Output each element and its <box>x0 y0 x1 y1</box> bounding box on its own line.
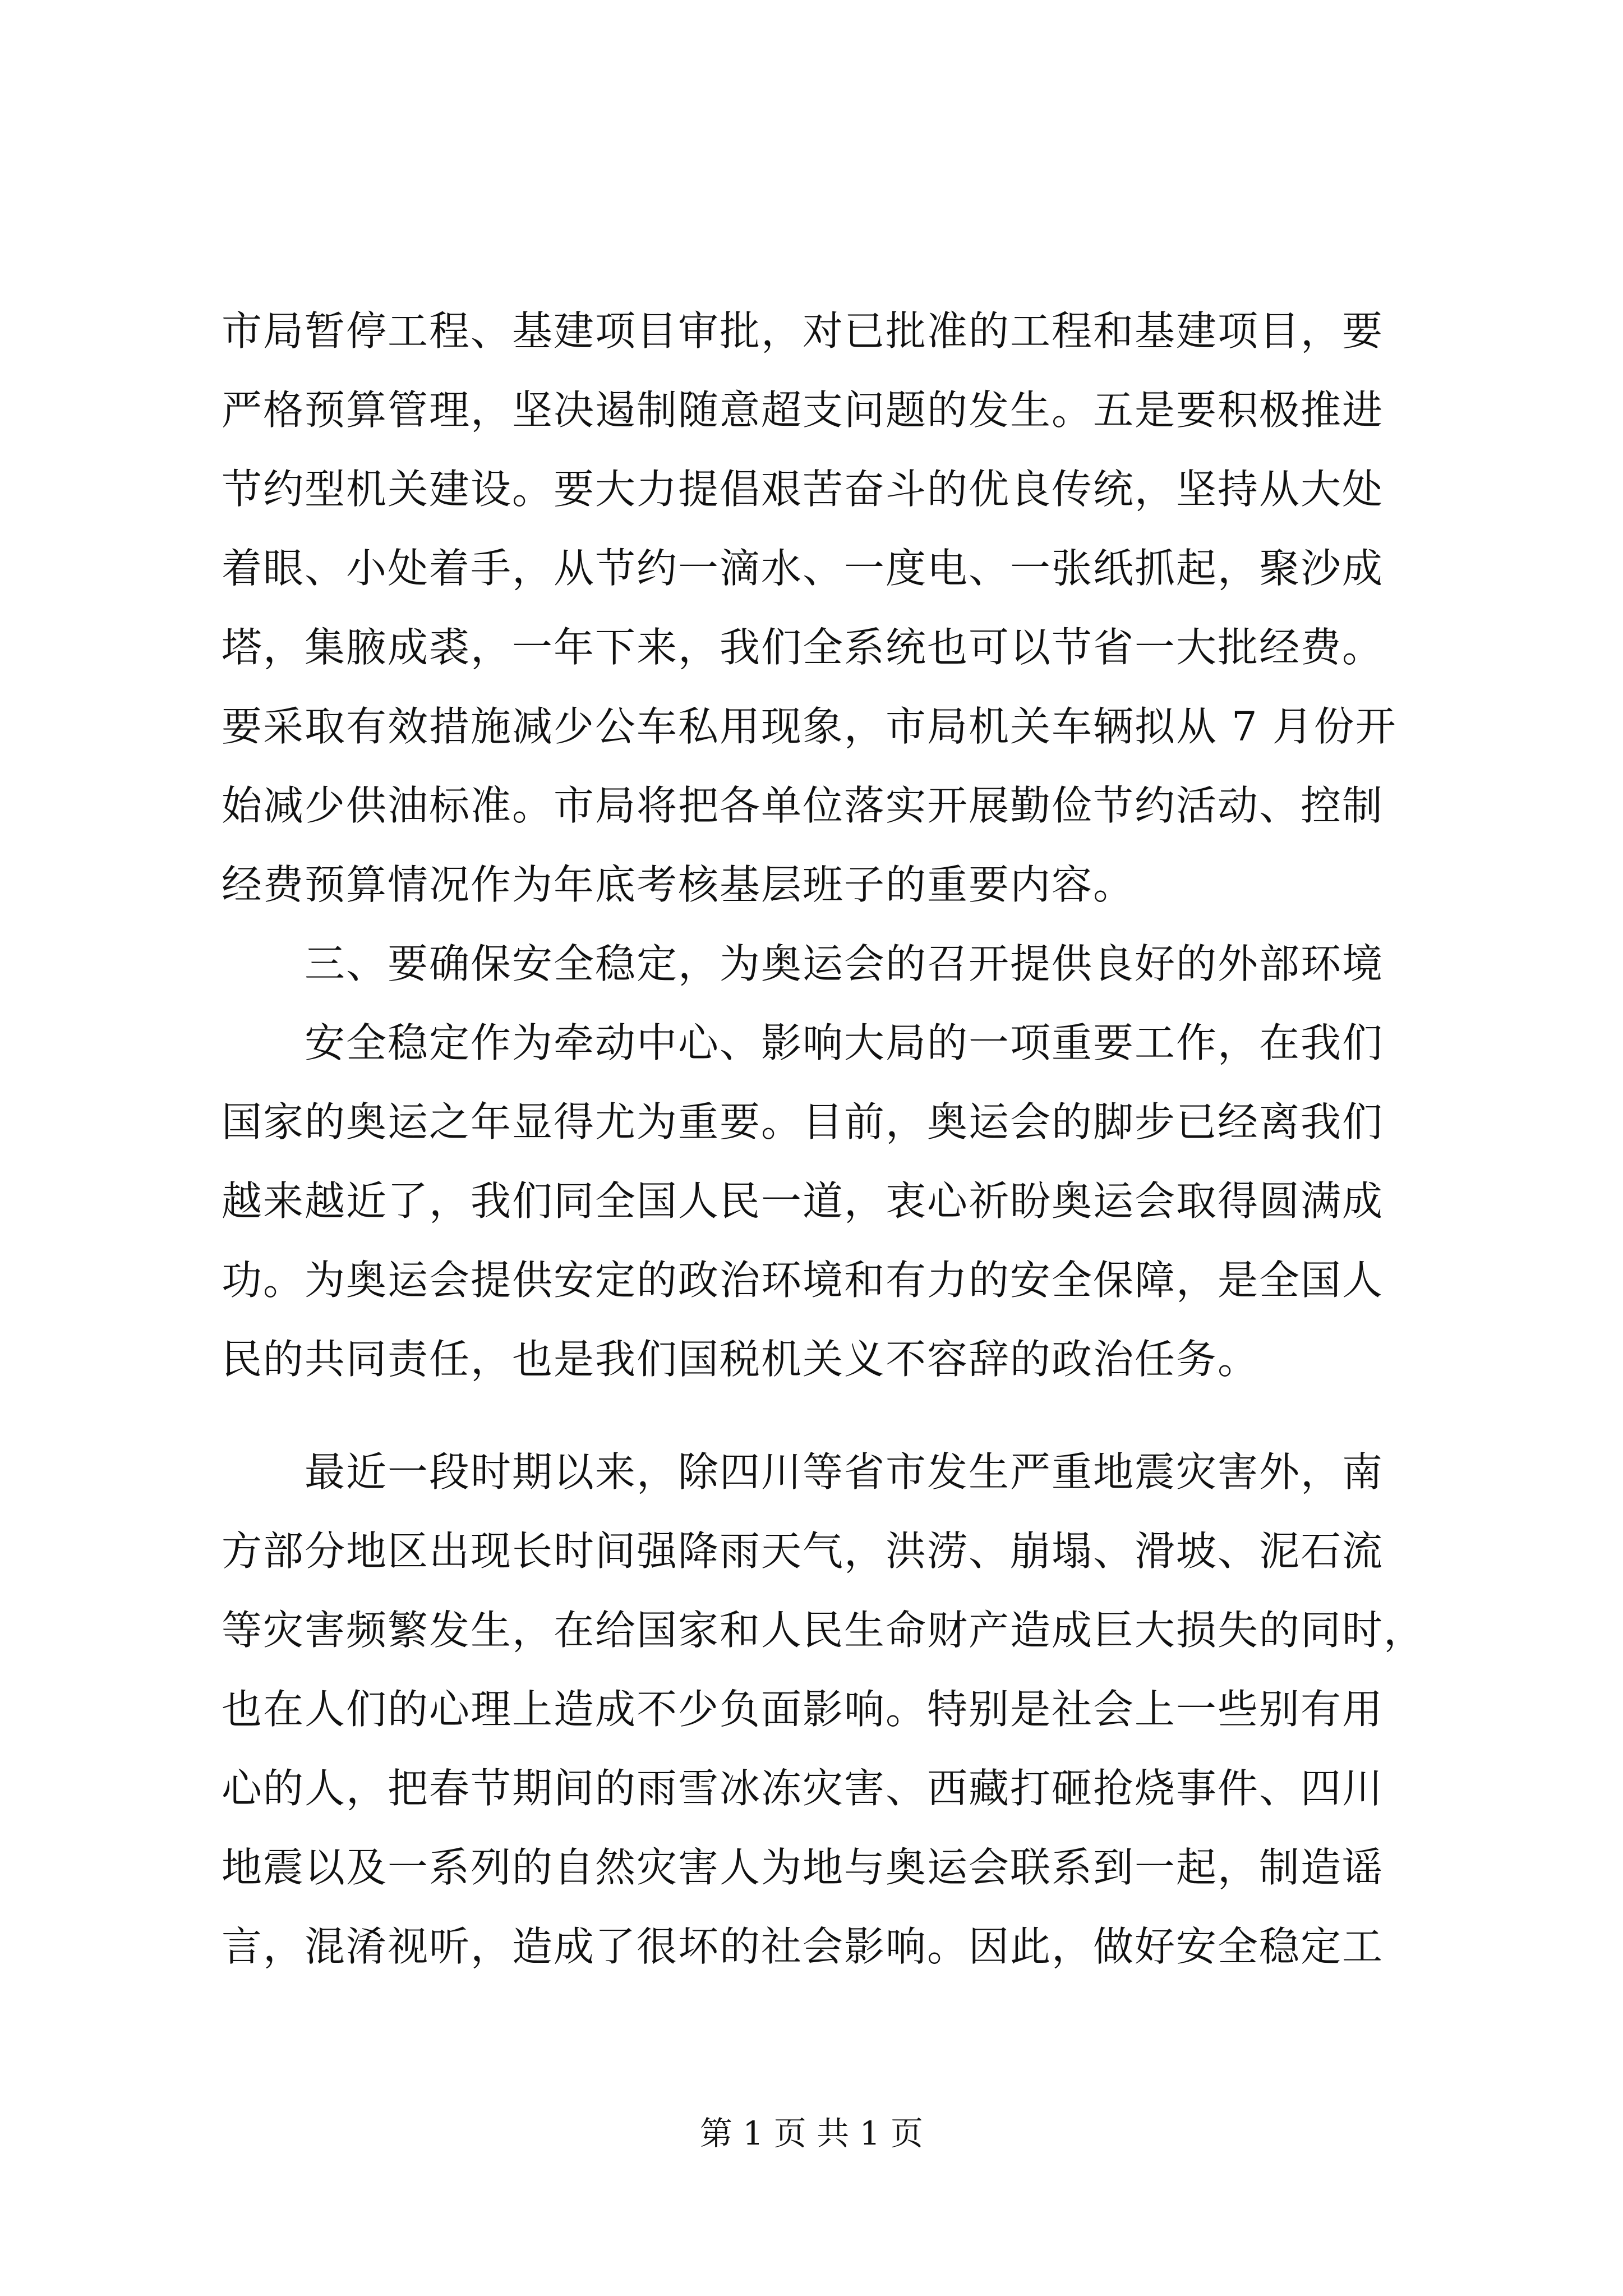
text-line: 等灾害频繁发生，在给国家和人民生命财产造成巨大损失的同时， <box>222 1607 1426 1654</box>
text-line: 着眼、小处着手，从节约一滴水、一度电、一张纸抓起，聚沙成 <box>222 545 1384 592</box>
text-line: 心的人，把春节期间的雨雪冰冻灾害、西藏打砸抢烧事件、四川 <box>222 1765 1384 1812</box>
text-line: 也在人们的心理上造成不少负面影响。特别是社会上一些别有用 <box>222 1686 1384 1733</box>
section-heading: 三、要确保安全稳定，为奥运会的召开提供良好的外部环境 <box>305 940 1384 987</box>
text-line: 安全稳定作为牵动中心、影响大局的一项重要工作，在我们 <box>305 1019 1384 1066</box>
text-line: 方部分地区出现长时间强降雨天气，洪涝、崩塌、滑坡、泥石流 <box>222 1527 1384 1575</box>
text-line: 要采取有效措施减少公车私用现象，市局机关车辆拟从 7 月份开 <box>222 703 1397 750</box>
text-line: 民的共同责任，也是我们国税机关义不容辞的政治任务。 <box>222 1336 1260 1383</box>
page-number-footer: 第 1 页 共 1 页 <box>700 2114 923 2152</box>
text-line: 市局暂停工程、基建项目审批，对已批准的工程和基建项目，要 <box>222 307 1384 355</box>
text-line: 地震以及一系列的自然灾害人为地与奥运会联系到一起，制造谣 <box>222 1844 1384 1891</box>
text-line: 越来越近了，我们同全国人民一道，衷心祈盼奥运会取得圆满成 <box>222 1177 1384 1225</box>
text-line: 严格预算管理，坚决遏制随意超支问题的发生。五是要积极推进 <box>222 386 1384 434</box>
document-body <box>222 292 1427 1986</box>
text-line: 经费预算情况作为年底考核基层班子的重要内容。 <box>222 861 1135 908</box>
text-line: 功。为奥运会提供安定的政治环境和有力的安全保障，是全国人 <box>222 1257 1384 1304</box>
text-line: 始减少供油标准。市局将把各单位落实开展勤俭节约活动、控制 <box>222 782 1384 829</box>
text-line: 塔，集腋成裘，一年下来，我们全系统也可以节省一大批经费。 <box>222 624 1384 671</box>
text-line: 国家的奥运之年显得尤为重要。目前，奥运会的脚步已经离我们 <box>222 1098 1384 1145</box>
text-line: 言，混淆视听，造成了很坏的社会影响。因此，做好安全稳定工 <box>222 1923 1384 1970</box>
text-line: 最近一段时期以来，除四川等省市发生严重地震灾害外，南 <box>305 1448 1384 1496</box>
text-line: 节约型机关建设。要大力提倡艰苦奋斗的优良传统，坚持从大处 <box>222 466 1384 513</box>
paragraph-gap <box>222 1399 1427 1433</box>
